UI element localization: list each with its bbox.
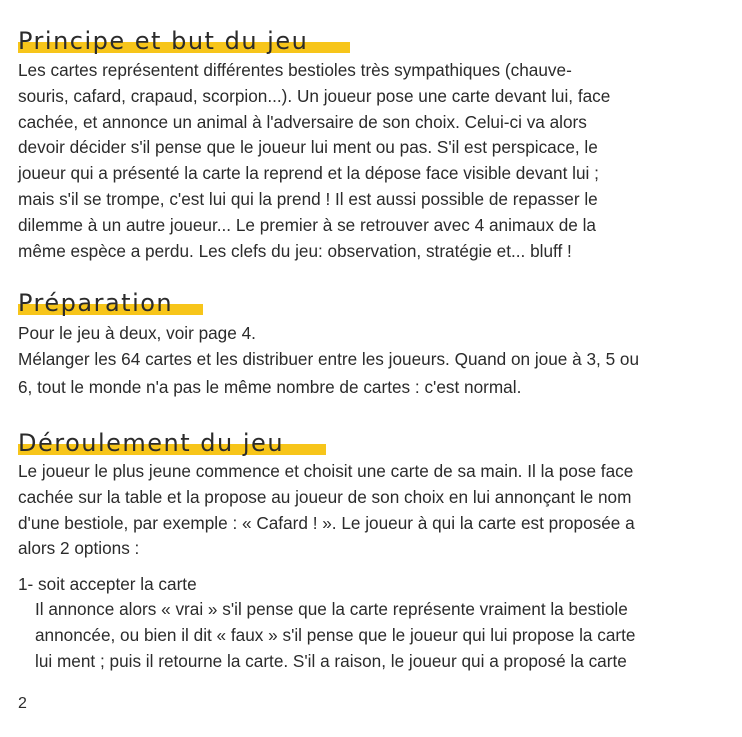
section-heading-preparation <box>18 289 173 317</box>
text-line: Les cartes représentent différentes bestioles très sympathiques (chauve- <box>18 60 572 80</box>
text-line: mais s'il se trompe, c'est lui qui la prend ! Il est aussi possible de repasser le <box>18 188 598 209</box>
text-line: même espèce a perdu. Les clefs du jeu: observation, stratégie et... bluff ! <box>18 240 572 261</box>
section-heading-principe <box>18 27 308 55</box>
text-line: dilemme à un autre joueur... Le premier à se retrouver avec 4 animaux de la <box>18 214 596 235</box>
text-line: Il annonce alors « vrai » s'il pense que la carte représente vraiment la bestiole <box>35 599 628 619</box>
text-line: Mélanger les 64 cartes et les distribuer entre les joueurs. Quand on joue à 3, 5 ou <box>18 348 640 369</box>
text-line: Le joueur le plus jeune commence et choisit une carte de sa main. Il la pose face <box>18 461 634 481</box>
section-paragraph-principe <box>18 58 718 264</box>
section-heading-text: Principe et but du jeu <box>18 27 309 55</box>
text-line: lui ment ; puis il retourne la carte. S'il a raison, le joueur qui a proposé la carte <box>35 650 627 671</box>
section-heading-deroulement <box>18 429 284 457</box>
text-line: souris, cafard, crapaud, scorpion...). Un joueur pose une carte devant lui, face <box>18 85 611 106</box>
text-line: Pour le jeu à deux, voir page 4. <box>18 323 256 343</box>
text-line: cachée sur la table et la propose au joueur de son choix en lui annonçant le nom <box>18 486 632 507</box>
text-line: alors 2 options : <box>18 538 140 559</box>
section-paragraph-preparation <box>18 321 718 400</box>
text-line: cachée, et annonce un animal à l'adversaire de son choix. Celui-ci va alors <box>18 111 587 132</box>
text-line: joueur qui a présenté la carte la reprend et la dépose face visible devant lui ; <box>18 163 599 184</box>
text-line: d'une bestiole, par exemple : « Cafard ! ». Le joueur à qui la carte est proposée a <box>18 512 635 533</box>
option-1-body <box>35 597 635 674</box>
page-number: 2 <box>18 695 27 712</box>
text-line: annoncée, ou bien il dit « faux » s'il pense que le joueur qui lui propose la carte <box>35 624 636 645</box>
text-line: 6, tout le monde n'a pas le même nombre de cartes : c'est normal. <box>18 376 522 397</box>
section-heading-text: Déroulement du jeu <box>18 429 285 457</box>
section-heading-text: Préparation <box>18 289 174 317</box>
text-line: devoir décider s'il pense que le joueur lui ment ou pas. S'il est perspicace, le <box>18 137 598 158</box>
option-1-title: 1- soit accepter la carte <box>18 574 197 594</box>
section-paragraph-deroulement <box>18 459 718 562</box>
